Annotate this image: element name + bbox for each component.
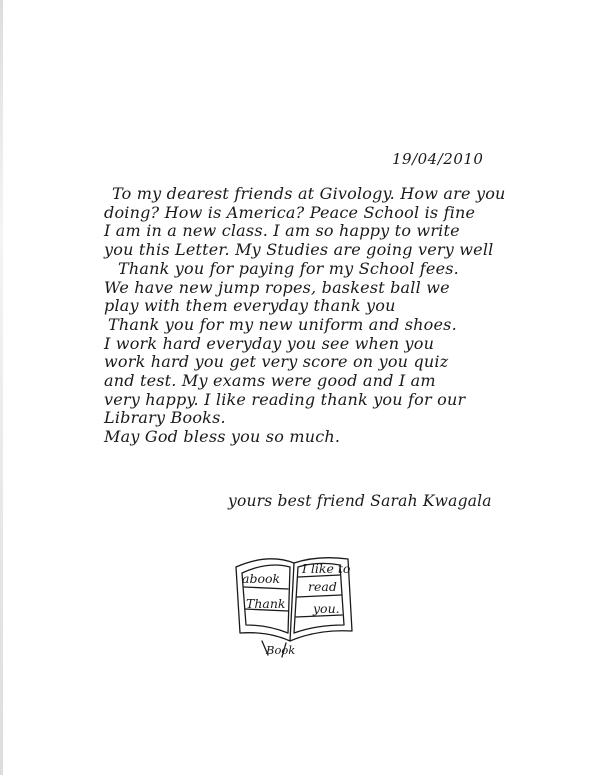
letter-line: I work hard everyday you see when you bbox=[104, 333, 435, 353]
letter-line: work hard you get very score on you quiz bbox=[104, 352, 449, 372]
scan-edge bbox=[0, 0, 3, 775]
letter-line: play with them everyday thank you bbox=[104, 296, 396, 316]
letter-date: 19/04/2010 bbox=[392, 150, 484, 168]
letter-line: Library Books. bbox=[104, 408, 226, 428]
letter-line: Thank you for paying for my School fees. bbox=[118, 258, 459, 278]
book-word: Thank bbox=[246, 596, 286, 611]
book-word: abook bbox=[242, 571, 281, 586]
letter-line: Thank you for my new uniform and shoes. bbox=[108, 314, 457, 334]
letter-line: and test. My exams were good and I am bbox=[104, 371, 436, 391]
letter-line: We have new jump ropes, baskest ball we bbox=[104, 277, 450, 297]
letter-line: To my dearest friends at Givology. How are you bbox=[112, 184, 506, 203]
book-drawing bbox=[228, 545, 368, 665]
book-label: Book bbox=[266, 643, 296, 657]
book-word: read bbox=[308, 579, 337, 594]
letter-line: May God bless you so much. bbox=[104, 427, 341, 447]
letter-body bbox=[104, 185, 574, 447]
letter-line: I am in a new class. I am so happy to write bbox=[104, 221, 460, 241]
letter-line: very happy. I like reading thank you for our bbox=[104, 389, 466, 409]
letter-signoff: yours best friend Sarah Kwagala bbox=[228, 492, 492, 510]
letter-line: you this Letter. My Studies are going very well bbox=[104, 240, 494, 260]
book-word: you. bbox=[313, 601, 340, 616]
book-word: I like to bbox=[302, 561, 351, 576]
letter-line: doing? How is America? Peace School is fine bbox=[104, 202, 476, 222]
